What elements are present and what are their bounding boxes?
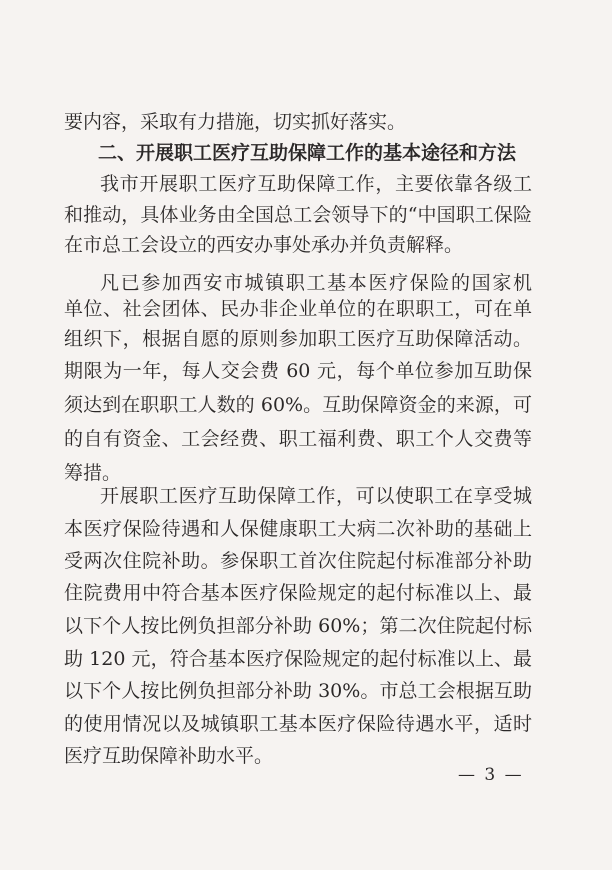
text-line: 和推动，具体业务由全国总工会领导下的“中国职工保险 <box>64 204 532 226</box>
text-line: 的使用情况以及城镇职工基本医疗保险待遇水平，适时 <box>64 713 532 735</box>
text-line: 开展职工医疗互助保障工作，可以使职工在享受城 <box>100 485 532 507</box>
text-line: 以下个人按比例负担部分补助 30%。市总工会根据互助 <box>64 680 532 702</box>
section-heading: 二、开展职工医疗互助保障工作的基本途径和方法 <box>98 142 517 164</box>
text-line: 助 120 元，符合基本医疗保险规定的起付标准以上、最 <box>64 648 532 670</box>
text-line: 受两次住院补助。参保职工首次住院起付标准部分补助 <box>64 550 532 572</box>
text-line: 以下个人按比例负担部分补助 60%；第二次住院起付标 <box>64 615 532 637</box>
text-line: 期限为一年，每人交会费 60 元，每个单位参加互助保 <box>64 360 532 382</box>
text-line: 须达到在职职工人数的 60%。互助保障资金的来源，可 <box>64 394 532 416</box>
page-number: — 3 — <box>458 765 524 785</box>
text-line: 本医疗保险待遇和人保健康职工大病二次补助的基础上 <box>64 518 532 540</box>
carry-over-line: 要内容，采取有力措施，切实抓好落实。 <box>64 111 407 133</box>
text-line: 我市开展职工医疗互助保障工作，主要依靠各级工 <box>100 173 532 195</box>
text-line: 医疗互助保障补助水平。 <box>64 745 274 767</box>
text-line: 单位、社会团体、民办非企业单位的在职职工，可在单 <box>64 298 532 320</box>
text-line: 住院费用中符合基本医疗保险规定的起付标准以上、最 <box>64 582 532 604</box>
text-line: 的自有资金、工会经费、职工福利费、职工个人交费等 <box>64 428 532 450</box>
text-line: 组织下，根据自愿的原则参加职工医疗互助保障活动。 <box>64 328 532 350</box>
text-line: 凡已参加西安市城镇职工基本医疗保险的国家机 <box>100 272 532 294</box>
text-line: 在市总工会设立的西安办事处承办并负责解释。 <box>64 234 464 256</box>
text-line: 筹措。 <box>64 462 122 484</box>
